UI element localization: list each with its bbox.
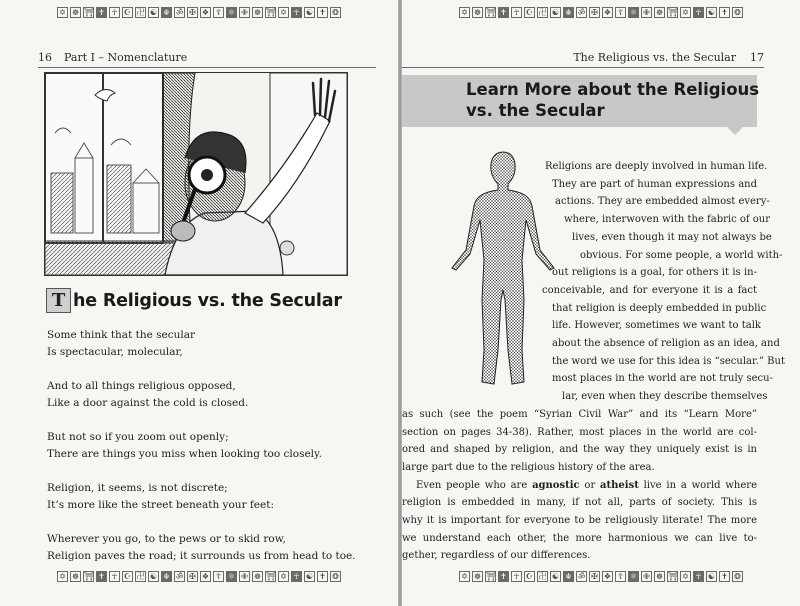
ornament-icon: ✡ (459, 571, 470, 582)
body-line: about the absence of religion as an idea, and (552, 338, 780, 350)
body-line: where, interwoven with the fabric of our (564, 214, 771, 226)
ornament-icon: ✝ (719, 7, 730, 18)
ornament-icon: ☯ (305, 572, 314, 581)
ornament-icon: ✡ (680, 7, 691, 18)
body-line: obvious. For some people, a world with- (580, 249, 783, 261)
ornament-border-bottom (402, 571, 800, 582)
ornament-icon: ☦ (615, 7, 626, 18)
ornament-icon: ✡ (57, 7, 68, 18)
poem-line: Religion paves the road; it surrounds us from head to toe. (47, 550, 356, 562)
running-head (38, 51, 187, 64)
ornament-icon: ✠ (589, 571, 600, 582)
ornament-icon: ☯ (149, 572, 158, 581)
bold-term: agnostic (532, 479, 580, 491)
poem-line: And to all things religious opposed, (47, 380, 236, 392)
running-head-text: Part I – Nomenclature (64, 51, 188, 64)
page-number: 16 (38, 51, 52, 64)
body-line: most places in the world are not truly secu- (552, 373, 773, 385)
banner-title-line: Learn More about the Religious (466, 80, 760, 99)
ornament-icon: ☬ (563, 7, 574, 18)
ornament-icon: ⚛ (629, 8, 638, 17)
body-line: we understand each other, the more harmonious we can live to- (402, 532, 757, 544)
banner-title (466, 79, 766, 121)
ornament-border-bottom (0, 571, 398, 582)
ornament-icon: ❂ (732, 7, 743, 18)
right-page (402, 0, 800, 606)
ornament-icon: ☸ (253, 8, 262, 17)
header-rule (38, 67, 376, 68)
ornament-icon: ⛩ (84, 8, 95, 17)
ornament-icon: 卍 (538, 572, 547, 581)
ornament-icon: ⛩ (486, 8, 497, 17)
ornament-icon: ✠ (589, 7, 600, 18)
ornament-icon: 卍 (136, 572, 145, 581)
ornament-icon: ☯ (707, 572, 716, 581)
ornament-border-top (0, 7, 398, 18)
body-text (402, 158, 785, 565)
ornament-icon: ☬ (161, 571, 172, 582)
ornament-icon: ☯ (551, 572, 560, 581)
stanza (47, 480, 377, 514)
ornament-icon: ☯ (551, 8, 560, 17)
ornament-icon: ✡ (278, 571, 289, 582)
ornament-icon: ॐ (175, 572, 184, 581)
ornament-icon: ✙ (239, 7, 250, 18)
ornament-icon: ✡ (57, 571, 68, 582)
poem-line: Some think that the secular (47, 329, 196, 341)
body-line: lar, even when they describe themselves (562, 391, 768, 403)
bold-term: atheist (600, 479, 639, 491)
poem-line: There are things you miss when looking too closely. (47, 448, 322, 460)
text-run: or (579, 479, 601, 491)
body-line: that religion is deeply embedded in public (552, 302, 767, 314)
stanza (47, 378, 377, 412)
text-run: Even people who are (416, 479, 533, 491)
body-line: as such (see the poem “Syrian Civil War” and its “Learn More” (402, 408, 757, 420)
ornament-icon: ⛩ (266, 572, 277, 581)
ornament-icon: ☸ (253, 572, 262, 581)
ornament-icon: ❖ (603, 572, 612, 581)
ornament-icon: ☥ (511, 571, 522, 582)
text-run: live in a world where (638, 479, 757, 491)
ornament-icon: ☦ (213, 571, 224, 582)
running-head (573, 51, 764, 64)
ornament-icon: ☥ (291, 571, 302, 582)
poem (47, 327, 377, 582)
ornament-icon: ☪ (525, 8, 534, 17)
ornament-icon: ❂ (330, 571, 341, 582)
ornament-icon: ✝ (96, 571, 107, 582)
ornament-icon: ☸ (71, 8, 80, 17)
ornament-icon: ❂ (330, 7, 341, 18)
ornament-icon: ॐ (577, 8, 586, 17)
ornament-icon: 卍 (136, 8, 145, 17)
poem-line: Like a door against the cold is closed. (47, 397, 249, 409)
ornament-icon: ✙ (641, 571, 652, 582)
ornament-icon: ✠ (187, 571, 198, 582)
ornament-border-top (402, 7, 800, 18)
ornament-icon: ⛩ (668, 8, 679, 17)
ornament-icon: ✡ (680, 571, 691, 582)
paragraph-first-line (402, 477, 757, 495)
ornament-icon: ☯ (305, 8, 314, 17)
body-line: life. However, sometimes we want to talk (552, 320, 761, 332)
ornament-icon: ☦ (213, 7, 224, 18)
ornament-icon: ☸ (473, 572, 482, 581)
ornament-icon: ✠ (187, 7, 198, 18)
body-line: section on pages 34-38). Rather, most places in the world are col- (402, 426, 757, 438)
ornament-icon: ☸ (473, 8, 482, 17)
ornament-icon: ☯ (707, 8, 716, 17)
ornament-icon: ✝ (498, 571, 509, 582)
running-head-text: The Religious vs. the Secular (573, 51, 736, 64)
ornament-icon: ☥ (693, 571, 704, 582)
ornament-icon: ⛩ (486, 572, 497, 581)
poem-line: But not so if you zoom out openly; (47, 431, 229, 443)
illustration (44, 72, 348, 276)
ornament-icon: ☦ (615, 571, 626, 582)
ornament-icon: ☪ (525, 572, 534, 581)
ornament-icon: ✝ (317, 571, 328, 582)
ornament-icon: ☯ (149, 8, 158, 17)
body-line: Religions are deeply involved in human life. (545, 161, 768, 172)
ornament-icon: ॐ (175, 8, 184, 17)
ornament-icon: ☥ (109, 571, 120, 582)
body-line: why it is important for everyone to be religiously literate! The more (402, 515, 757, 527)
section-title-text: he Religious vs. the Secular (73, 290, 342, 311)
ornament-icon: ⛩ (668, 572, 679, 581)
stanza (47, 327, 377, 361)
header-rule (402, 67, 764, 68)
page-number: 17 (750, 51, 764, 64)
ornament-icon: ✡ (459, 7, 470, 18)
poem-line: It’s more like the street beneath your feet: (47, 499, 274, 511)
ornament-icon: ॐ (577, 572, 586, 581)
ornament-icon: ⚛ (227, 8, 236, 17)
ornament-icon: ❖ (201, 8, 210, 17)
ornament-icon: ☬ (563, 571, 574, 582)
body-line: lives, even though it may not always be (572, 231, 772, 243)
section-title (46, 288, 342, 313)
stanza (47, 531, 377, 565)
poem-line: Is spectacular, molecular, (47, 346, 183, 358)
ornament-icon: 卍 (538, 8, 547, 17)
ornament-icon: ✙ (239, 571, 250, 582)
ornament-icon: ☸ (655, 8, 664, 17)
body-line: actions. They are embedded almost every- (555, 196, 770, 208)
ornament-icon: ⚛ (629, 572, 638, 581)
ornament-icon: ☪ (123, 8, 132, 17)
body-line: conceivable, and for everyone it is a fact (542, 284, 757, 296)
body-line: religion is embedded in many, if not all, parts of society. This is (402, 497, 757, 509)
ornament-icon: ❖ (201, 572, 210, 581)
body-line: ored and shaped by religion, and the way they uniquely exist is in (402, 444, 757, 456)
ornament-icon: ✝ (498, 7, 509, 18)
poem-line: Wherever you go, to the pews or to skid row, (47, 533, 286, 545)
ornament-icon: ✝ (96, 7, 107, 18)
ornament-icon: ☥ (693, 7, 704, 18)
ornament-icon: ⛩ (266, 8, 277, 17)
body-line: large part due to the religious history of the area. (402, 461, 655, 473)
ornament-icon: ✝ (719, 571, 730, 582)
ornament-icon: ☸ (655, 572, 664, 581)
ornament-icon: ❂ (732, 571, 743, 582)
ornament-icon: ☥ (291, 7, 302, 18)
banner-title-line: vs. the Secular (466, 101, 605, 120)
ornament-icon: ☸ (71, 572, 80, 581)
body-line: gether, regardless of our differences. (402, 550, 591, 562)
ornament-icon: ❖ (603, 8, 612, 17)
ornament-icon: ✡ (278, 7, 289, 18)
ornament-icon: ☥ (109, 7, 120, 18)
left-page (0, 0, 398, 606)
body-line: out religions is a goal, for others it is in- (552, 267, 757, 279)
stanza (47, 429, 377, 463)
ornament-icon: ☪ (123, 572, 132, 581)
ornament-icon: ☬ (161, 7, 172, 18)
ornament-icon: ⛩ (84, 572, 95, 581)
body-line: They are part of human expressions and (552, 178, 757, 190)
dropcap: T (46, 288, 71, 313)
ornament-icon: ✙ (641, 7, 652, 18)
body-line: the word we use for this idea is “secular.” But (552, 355, 785, 367)
poem-line: Religion, it seems, is not discrete; (47, 482, 228, 494)
ornament-icon: ⚛ (227, 572, 236, 581)
ornament-icon: ✝ (317, 7, 328, 18)
ornament-icon: ☥ (511, 7, 522, 18)
